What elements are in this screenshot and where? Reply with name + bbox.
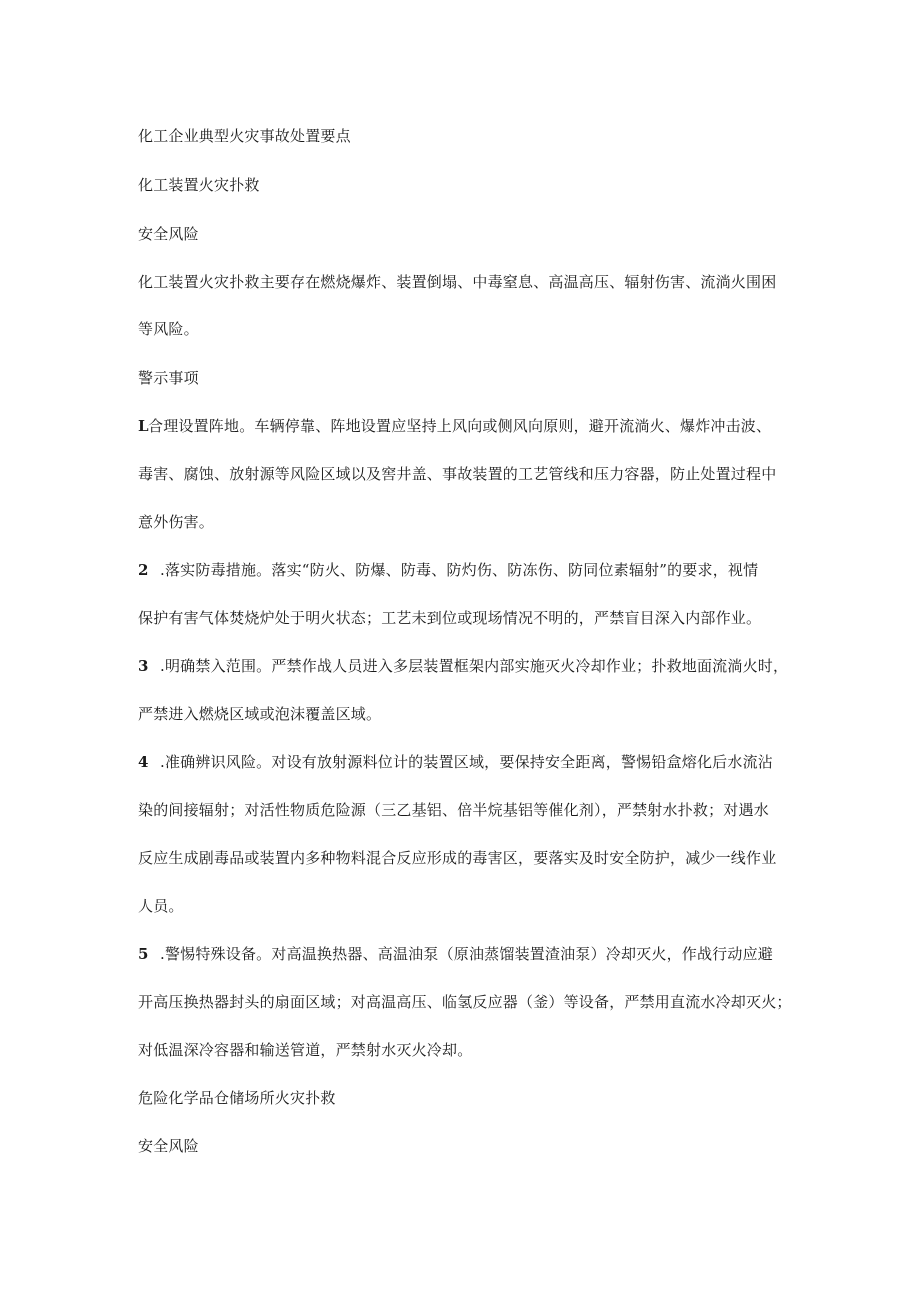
section-heading: 危险化学品仓储场所火灾扑救	[138, 1089, 336, 1107]
paragraph-line: 染的间接辐射；对活性物质危险源（三乙基铝、倍半烷基铝等催化剂），严禁射水扑救；对遇水	[138, 801, 769, 819]
paragraph-line: 毒害、腐蚀、放射源等风险区域以及窖井盖、事故装置的工艺管线和压力容器，防止处置过程中	[138, 465, 777, 483]
list-item	[138, 560, 788, 580]
paragraph-line: 严禁进入燃烧区域或泡沫覆盖区域。	[138, 705, 382, 723]
paragraph-line: .明确禁入范围。严禁作战人员进入多层装置框架内部实施灭火冷却作业；扑救地面流淌火时，	[160, 657, 789, 675]
item-number: 5	[138, 945, 149, 963]
paragraph-line: 开高压换热器封头的扇面区域；对高温高压、临氢反应器（釜）等设备，严禁用直流水冷却灭火；	[138, 993, 792, 1011]
paragraph-line: .准确辨识风险。对设有放射源料位计的装置区域，要保持安全距离，警惕铅盒熔化后水流沾	[160, 753, 773, 771]
paragraph-line: 保护有害气体焚烧炉处于明火状态；工艺未到位或现场情况不明的，严禁盲目深入内部作业。	[138, 609, 762, 627]
section-heading: 化工装置火灾扑救	[138, 176, 260, 194]
item-number: 4	[138, 753, 149, 771]
paragraph-line: .警惕特殊设备。对高温换热器、高温油泵（原油蒸馏装置渣油泵）冷却灭火，作战行动应避	[160, 945, 773, 963]
list-item	[138, 944, 788, 964]
list-item	[138, 416, 788, 436]
document-title: 化工企业典型火灾事故处置要点	[138, 127, 351, 145]
paragraph-line: 人员。	[138, 897, 184, 915]
warning-heading: 警示事项	[138, 369, 199, 387]
paragraph-line: 对低温深冷容器和输送管道，严禁射水灭火冷却。	[138, 1041, 473, 1059]
paragraph-line: 意外伤害。	[138, 513, 215, 531]
paragraph-line: 合理设置阵地。车辆停靠、阵地设置应坚持上风向或侧风向原则，避开流淌火、爆炸冲击波、	[148, 417, 772, 435]
risk-heading: 安全风险	[138, 1137, 199, 1155]
risk-heading: 安全风险	[138, 225, 199, 243]
paragraph-line: 化工装置火灾扑救主要存在燃烧爆炸、装置倒塌、中毒窒息、高温高压、辐射伤害、流淌火围困	[138, 273, 777, 291]
item-number: 2	[138, 561, 149, 579]
item-number: L	[138, 417, 149, 435]
list-item	[138, 656, 788, 676]
paragraph-line: 反应生成剧毒品或装置内多种物料混合反应形成的毒害区，要落实及时安全防护，减少一线作业	[138, 849, 777, 867]
list-item	[138, 752, 788, 772]
paragraph-line: .落实防毒措施。落实“防火、防爆、防毒、防灼伤、防冻伤、防同位素辐射”的要求，视情	[160, 561, 759, 579]
paragraph-line: 等风险。	[138, 320, 199, 338]
item-number: 3	[138, 657, 149, 675]
